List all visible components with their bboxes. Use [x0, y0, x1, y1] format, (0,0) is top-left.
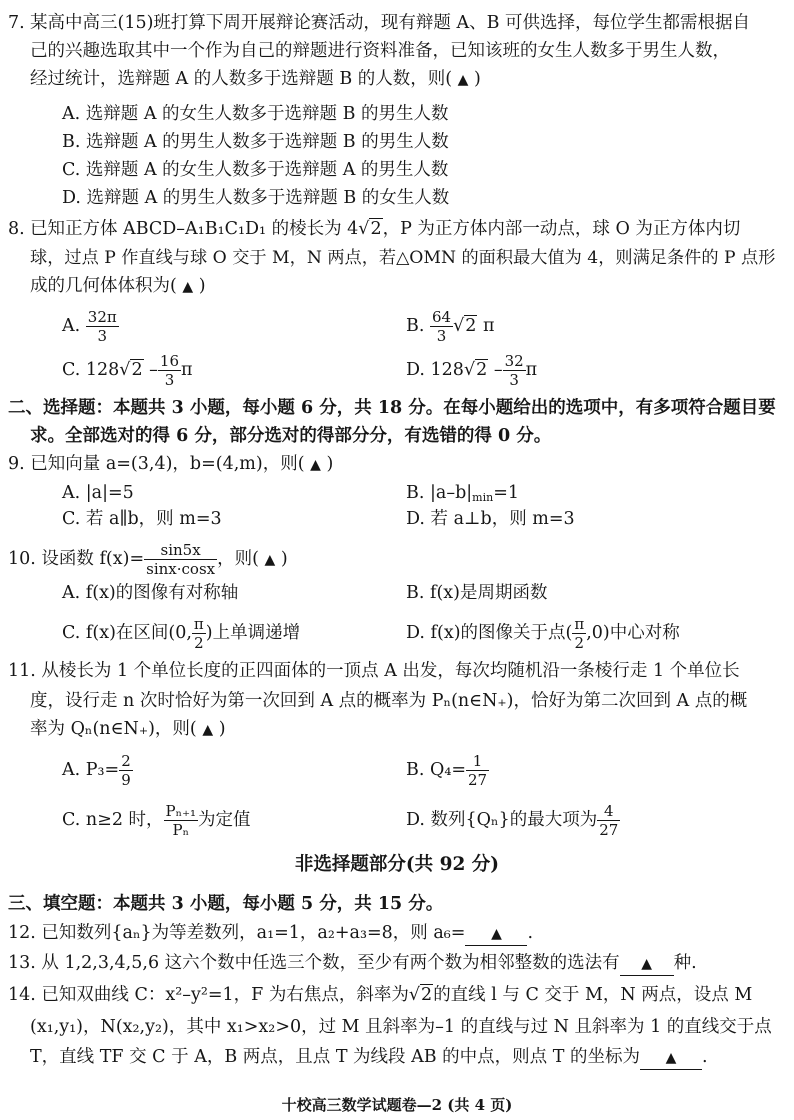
q10-stem: 10. 设函数 f(x)= $\frac{\sin 5x}{\sin x\cdot\cos x}$ ，则( ▲ ): [8, 541, 288, 578]
q13-stem: 13. 从 1,2,3,4,5,6 这六个数中任选三个数，至少有两个数为相邻整数的选法有 ▲ 种.: [8, 952, 697, 976]
part2-title: 非选择题部分(共 92 分): [294, 854, 500, 875]
q7-stem-line1: 某高中高三(15)班打算下周开展辩论赛活动，现有辩题 A、B 可供选择，每位学生都需根据自: [30, 13, 751, 33]
q14-stem-line1: 14. 已知双曲线 C：x²–y²=1，F 为右焦点，斜率为√2的直线 l 与 C 交于 M，N 两点，设点 M: [8, 985, 753, 1005]
q9-option-a: A. |a|=5: [62, 483, 134, 503]
answer-mark: ▲: [264, 552, 276, 568]
q7-stem-line3: 经过统计，选辩题 A 的人数多于选辩题 B 的人数，则( ▲ ): [30, 69, 481, 89]
q11-option-c: C. n≥2 时， $\frac{\text{Pₙ₊₁}}{\text{Pₙ}}$ 为定值: [62, 802, 251, 839]
q12-stem: 12. 已知数列{aₙ}为等差数列，a₁=1，a₂+a₃=8，则 a₆= ▲ .: [8, 922, 533, 946]
q10-option-c: C. f(x)在区间(0, $\frac{\pi}{2}$ )上单调递增: [62, 615, 301, 652]
q9-stem: 9. 已知向量 a=(3,4)，b=(4,m)，则( ▲ ): [8, 454, 334, 474]
q10-option-b: B. f(x)是周期函数: [406, 583, 548, 603]
q11-stem-line3: 率为 Qₙ(n∈N₊)，则( ▲ ): [30, 719, 226, 739]
q8-stem-line2: 球，过点 P 作直线与球 O 交于 M，N 两点，若△OMN 的面积最大值为 4，则满足条件的 P 点形: [30, 248, 776, 268]
q11-option-a: A. P₃= $\frac{2}{9}$: [62, 752, 131, 789]
q14-stem-line3: T，直线 TF 交 C 于 A，B 两点，且点 T 为线段 AB 的中点，则点 T 的坐标为 ▲ .: [30, 1046, 708, 1070]
answer-mark: ▲: [457, 72, 469, 88]
q8-option-d: D. 128√2 – $\frac{32}{3}$ π: [406, 352, 538, 389]
q7-option-d: D. 选辩题 A 的男生人数多于选辩题 B 的女生人数: [62, 188, 450, 208]
q8-stem-line3: 成的几何体体积为( ▲ ): [30, 276, 206, 296]
answer-mark: ▲: [310, 457, 321, 473]
section2-heading-line1: 二、选择题：本题共 3 小题，每小题 6 分，共 18 分。在每小题给出的选项中，有多项符合题目要: [8, 398, 776, 418]
q7-option-a: A. 选辩题 A 的女生人数多于选辩题 B 的男生人数: [62, 104, 449, 124]
q8-number: 8.: [8, 219, 25, 239]
q8-option-a: A. $\frac{32\pi}{3}$: [62, 308, 117, 345]
q14-stem-line2: (x₁,y₁)，N(x₂,y₂)，其中 x₁>x₂>0，过 M 且斜率为–1 的直线与过 N 且斜率为 1 的直线交于点: [30, 1017, 772, 1037]
q11-option-d: D. 数列{Qₙ}的最大项为 $\frac{4}{27}$: [406, 802, 619, 839]
answer-mark: ▲: [665, 1050, 677, 1066]
q9-option-b: B. $|a-b|_{min}=1$: [406, 483, 520, 504]
q7-option-c: C. 选辩题 A 的女生人数多于选辩题 A 的男生人数: [62, 160, 449, 180]
q10-option-a: A. f(x)的图像有对称轴: [62, 583, 239, 603]
page-footer: 十校高三数学试题卷—2 (共 4 页): [281, 1096, 513, 1114]
q7-stem-line2: 己的兴趣选取其中一个作为自己的辩题进行资料准备，已知该班的女生人数多于男生人数，: [30, 41, 730, 61]
answer-mark: ▲: [641, 956, 653, 972]
q8-option-b: B. $\frac{64}{3}$ √2 π: [406, 308, 495, 345]
answer-mark: ▲: [202, 722, 214, 738]
q9-option-c: C. 若 a∥b，则 m=3: [62, 509, 222, 529]
q11-stem-line1: 11. 从棱长为 1 个单位长度的正四面体的一顶点 A 出发，每次均随机沿一条棱行走 1 个单位长: [8, 661, 740, 681]
q11-stem-line2: 度，设行走 n 次时恰好为第一次回到 A 点的概率为 Pₙ(n∈N₊)，恰好为第二次回到 A 点的概: [30, 691, 748, 711]
q7-option-b: B. 选辩题 A 的男生人数多于选辩题 B 的男生人数: [62, 132, 449, 152]
q11-option-b: B. Q₄= $\frac{1}{27}$: [406, 752, 488, 789]
q8-option-c: C. 128√2 – $\frac{16}{3}$ π: [62, 352, 193, 389]
section3-heading: 三、填空题：本题共 3 小题，每小题 5 分，共 15 分。: [8, 894, 444, 914]
q7-number: 7.: [8, 13, 25, 33]
q8-stem-line1: 已知正方体 ABCD–A₁B₁C₁D₁ 的棱长为 4√2，P 为正方体内部一动点，球 O 为正方体内切: [30, 219, 741, 239]
answer-mark: ▲: [491, 926, 502, 942]
q9-option-d: D. 若 a⊥b，则 m=3: [406, 509, 575, 529]
answer-mark: ▲: [182, 279, 194, 295]
q10-option-d: D. f(x)的图像关于点( $\frac{\pi}{2}$ ,0)中心对称: [406, 615, 680, 652]
section2-heading-line2: 求。全部选对的得 6 分，部分选对的得部分分，有选错的得 0 分。: [30, 426, 552, 446]
